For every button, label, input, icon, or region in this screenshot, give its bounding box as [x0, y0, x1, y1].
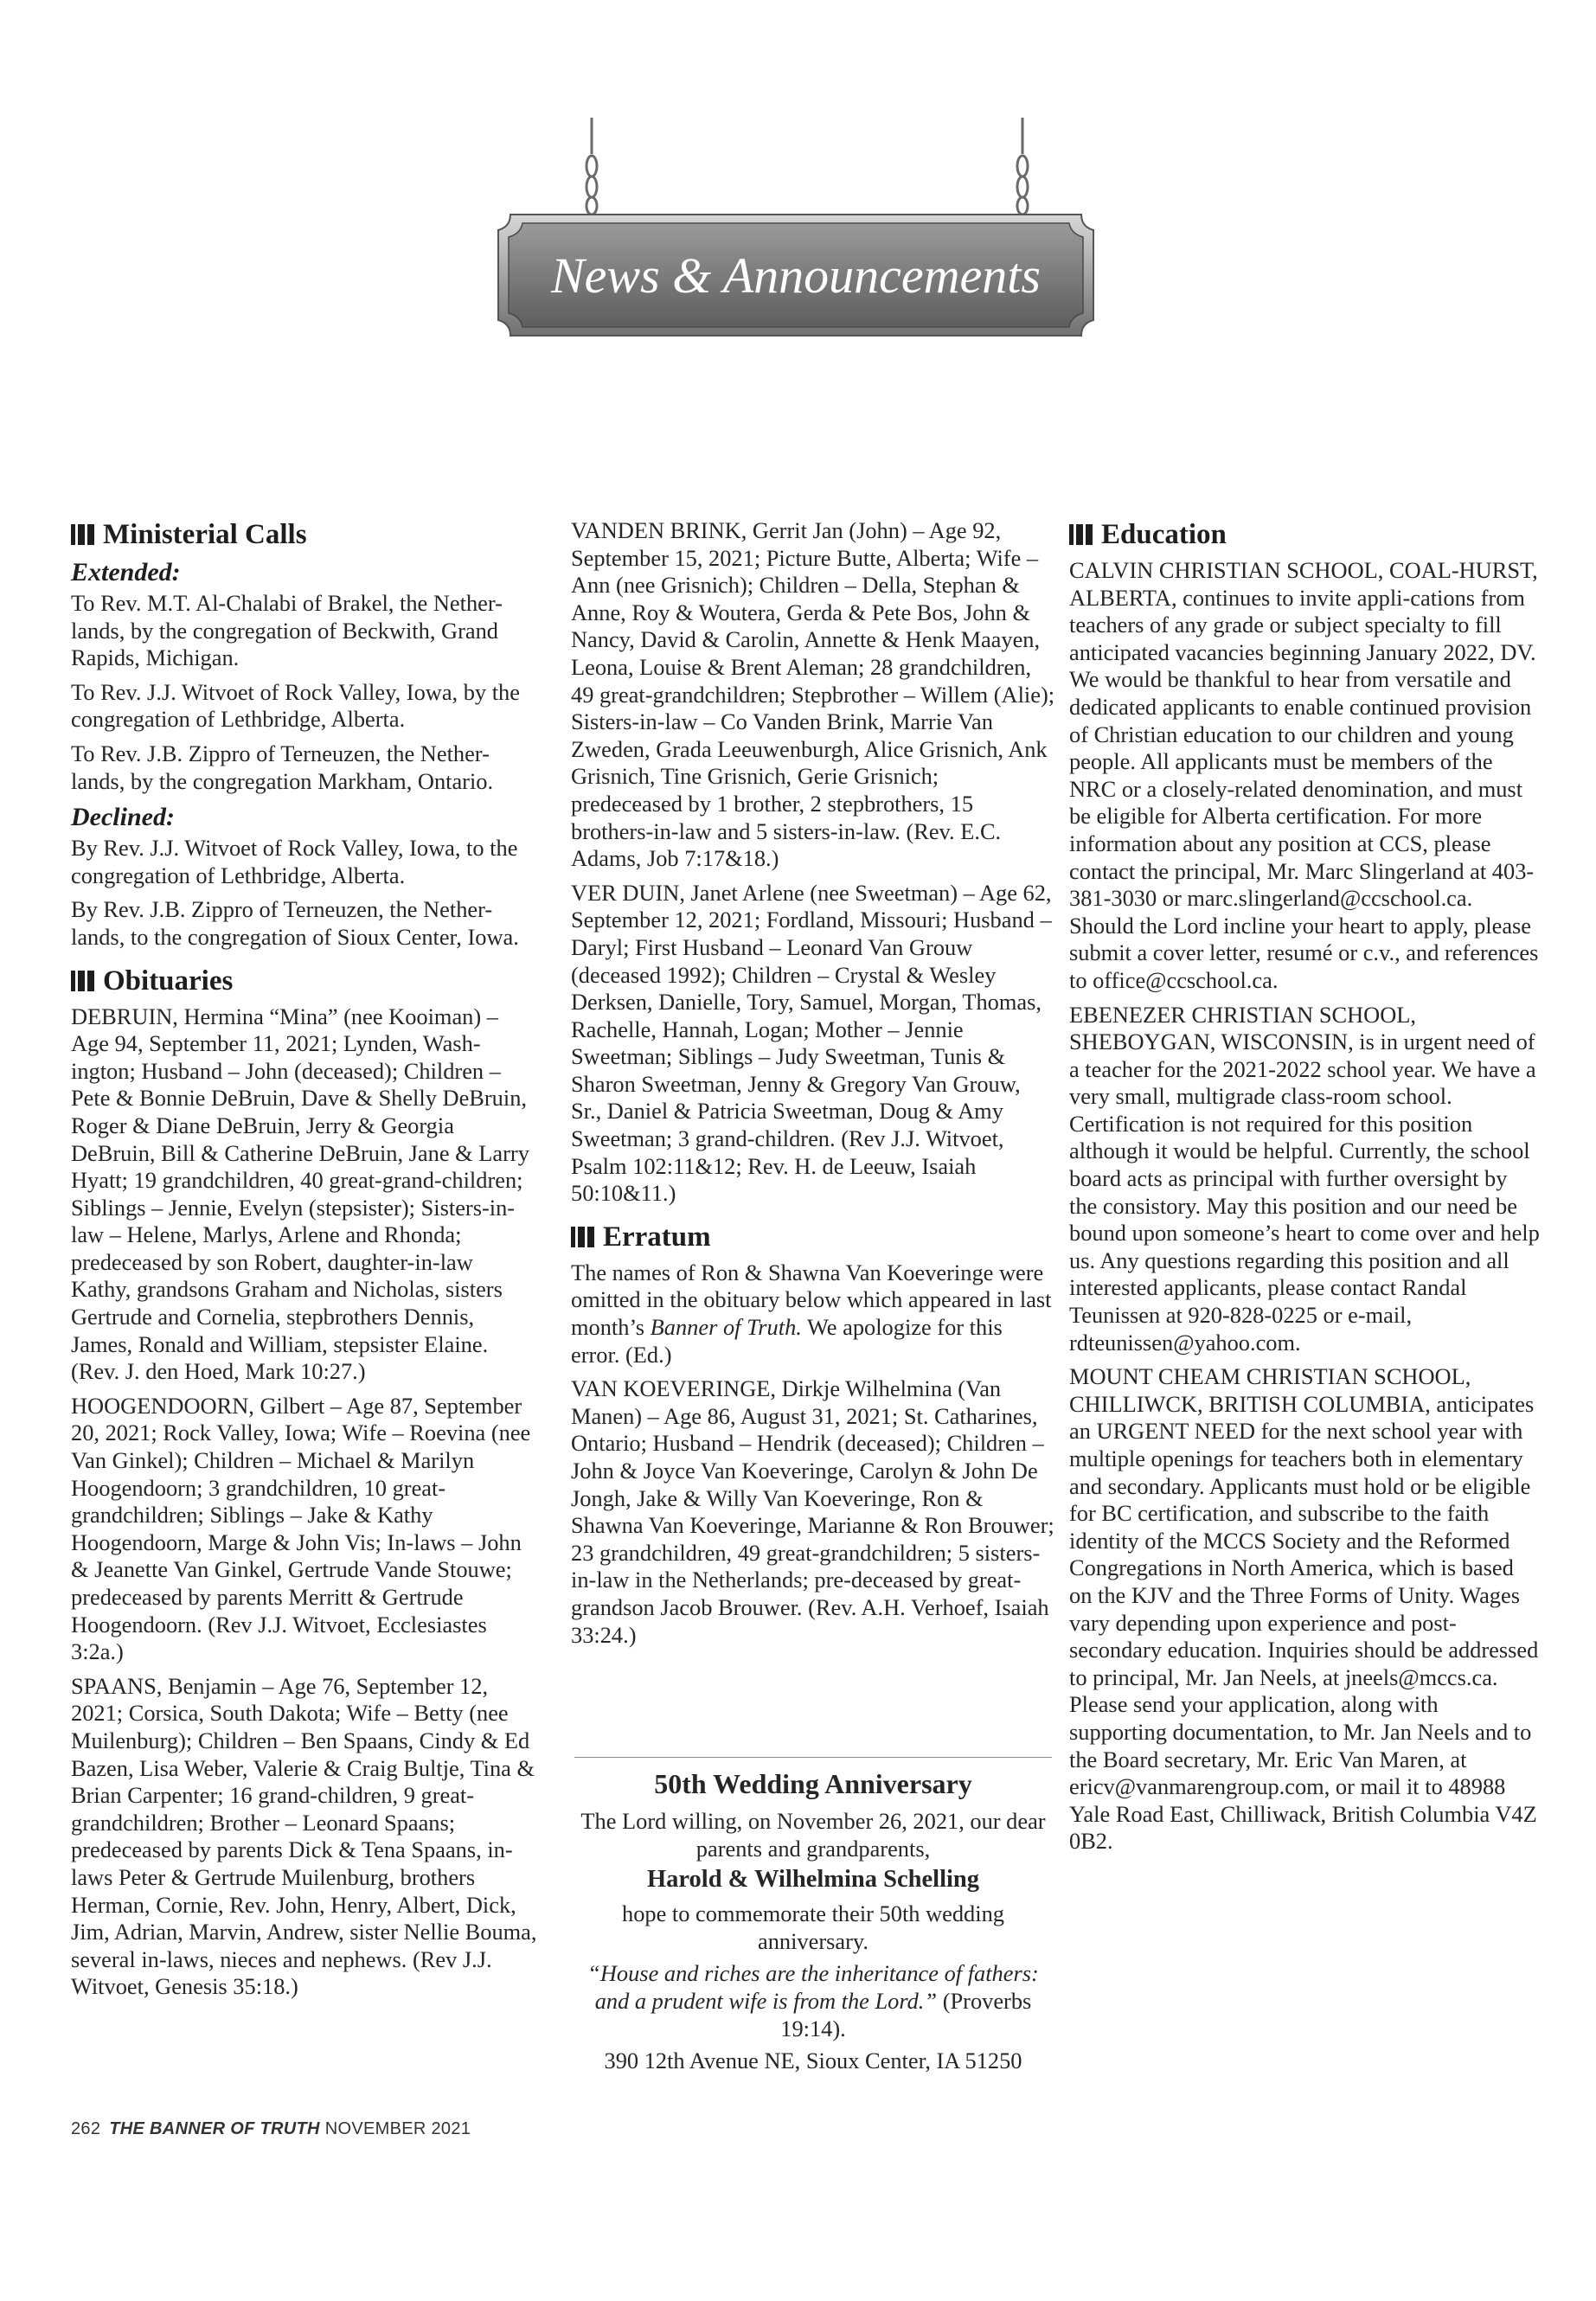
erratum-obituary: VAN KOEVERINGE, Dirkje Wilhelmina (Van Manen) – Age 86, August 31, 2021; St. Catharines, Ontario; Husband – Hendrik (deceased); Children – John & Joyce Van Koeveringe, Carolyn & John De Jongh, Jake & Willy Van Koeveringe, Ron & Shawna Van Koeveringe, Marianne & Ron Brouwer; 23 grandchildren, 49 great-grandchildren; 5 sisters-in-law in the Netherlands; pre-deceased by great-grandson Jacob Brouwer. (Rev. A.H. Verhoef, Isaiah 33:24.)	[571, 1375, 1054, 1648]
anniversary-verse: “House and riches are the inheritance of fathers: and a prudent wife is from the Lord.” (Proverbs 19:14).	[587, 1960, 1039, 2041]
anniversary-announcement	[574, 1757, 1052, 2075]
obituary-entry: HOOGENDOORN, Gilbert – Age 87, September 20, 2021; Rock Valley, Iowa; Wife – Roevina (nee Van Ginkel); Children – Michael & Marilyn Hoogendoorn; 3 grandchildren, 10 great-grandchildren; Siblings – Jake & Kathy Hoogendoorn, Marge & John Vis; In-laws – John & Jeanette Van Ginkel, Gertrude Vande Stouwe; predeceased by parents Merritt & Gertrude Hoogendoorn. (Rev J.J. Witvoet, Ecclesiastes 3:2a.)	[71, 1392, 531, 1665]
anniversary-title: 50th Wedding Anniversary	[654, 1768, 972, 1799]
obituary-entry: VER DUIN, Janet Arlene (nee Sweetman) – Age 62, September 12, 2021; Fordland, Missouri; Husband – Daryl; First Husband – Leonard Van Grouw (deceased 1992); Children – Crystal & Wesley Derksen, Danielle, Tory, Samuel, Morgan, Thomas, Rachelle, Hannah, Logan; Mother – Jennie Sweetman; Siblings – Judy Sweetman, Tunis & Sharon Sweetman, Jenny & Gregory Van Grouw, Sr., Daniel & Patricia Sweetman, Doug & Amy Sweetman; 3 grand-children. (Rev J.J. Witvoet, Psalm 102:11&12; Rev. H. de Leeuw, Isaiah 50:10&11.)	[571, 879, 1052, 1207]
section-bars-icon	[71, 971, 94, 991]
column-middle	[571, 517, 1055, 1656]
education-listing: CALVIN CHRISTIAN SCHOOL, COAL-HURST, ALBERTA, continues to invite appli-cations from teachers of any grade or subject specialty to fill anticipated vacancies beginning January 2022, DV. We would be thankful to hear from versatile and dedicated applicants to enable continued provision of Christian education to our children and young people. All applicants must be members of the NRC or a closely-related denomination, and must be eligible for Alberta certification. For more information about any position at CCS, please contact the principal, Mr. Marc Slingerland at 403-381-3030 or marc.slingerland@ccschool.ca. Should the Lord incline your heart to apply, please submit a cover letter, resumé or c.v., and references to office@ccschool.ca.	[1069, 557, 1539, 993]
obituary-entry: DEBRUIN, Hermina “Mina” (nee Kooiman) – Age 94, September 11, 2021; Lynden, Wash-ington; Husband – John (deceased); Children – Pete & Bonnie DeBruin, Dave & Shelly DeBruin, Roger & Diane DeBruin, Jerry & Georgia DeBruin, Bill & Catherine DeBruin, Jane & Larry Hyatt; 19 grandchildren, 40 great-grand-children; Siblings – Jennie, Evelyn (stepsister); Sisters-in-law – Helene, Marlys, Arlene and Rhonda; predeceased by son Robert, daughter-in-law Kathy, grandsons Graham and Nicholas, sisters Gertrude and Cornelia, stepbrothers Dennis, James, Ronald and William, stepsister Elaine. (Rev. J. den Hoed, Mark 10:27.)	[71, 1003, 529, 1385]
news-announcements-sign	[484, 112, 1107, 346]
anniversary-names: Harold & Wilhelmina Schelling	[646, 1866, 980, 1894]
declined-call: By Rev. J.B. Zippro of Terneuzen, the Nether-lands, to the congregation of Sioux Center, Iowa.	[71, 896, 519, 950]
extended-call: To Rev. M.T. Al-Chalabi of Brakel, the Nether-lands, by the congregation of Beckwith, Grand Rapids, Michigan.	[71, 590, 503, 671]
column-right	[1069, 517, 1540, 1862]
erratum-heading: Erratum	[571, 1220, 1055, 1254]
page-number: 262	[71, 2119, 101, 2138]
obituaries-heading: Obituaries	[71, 964, 538, 998]
erratum-note: The names of Ron & Shawna Van Koeveringe were omitted in the obituary below which appeared in last month’s Banner of Truth. We apologize for this error. (Ed.)	[571, 1259, 1052, 1368]
section-bars-icon	[571, 1227, 594, 1247]
extended-call: To Rev. J.J. Witvoet of Rock Valley, Iowa, by the congregation of Lethbridge, Alberta.	[71, 678, 520, 733]
section-bars-icon	[71, 524, 94, 545]
education-heading: Education	[1069, 517, 1540, 552]
left-chain	[586, 118, 597, 215]
extended-call: To Rev. J.B. Zippro of Terneuzen, the Nether-lands, by the congregation Markham, Ontario.	[71, 740, 494, 794]
magazine-title: THE BANNER OF TRUTH	[109, 2119, 320, 2138]
right-chain	[1017, 118, 1028, 215]
declined-call: By Rev. J.J. Witvoet of Rock Valley, Iowa, to the congregation of Lethbridge, Alberta.	[71, 835, 518, 888]
anniversary-commemorate: hope to commemorate their 50th wedding anniversary.	[622, 1900, 1004, 1954]
ministerial-calls-heading: Ministerial Calls	[71, 517, 538, 552]
declined-label: Declined:	[71, 803, 175, 832]
column-left	[71, 517, 538, 2008]
extended-label: Extended:	[71, 558, 181, 586]
issue-date: NOVEMBER 2021	[324, 2119, 471, 2138]
obituary-entry: SPAANS, Benjamin – Age 76, September 12, 2021; Corsica, South Dakota; Wife – Betty (nee Muilenburg); Children – Ben Spaans, Cindy & Ed Bazen, Lisa Weber, Valerie & Craig Bultje, Tina & Brian Carpenter; 16 grand-children, 9 great-grandchildren; Brother – Leonard Spaans; predeceased by parents Dick & Tena Spaans, in-laws Peter & Gertrude Muilenburg, brothers Herman, Cornie, Rev. John, Henry, Albert, Dick, Jim, Adrian, Marvin, Andrew, sister Nellie Bouma, several in-laws, nieces and nephews. (Rev J.J. Witvoet, Genesis 35:18.)	[71, 1672, 537, 2000]
obituary-entry: VANDEN BRINK, Gerrit Jan (John) – Age 92, September 15, 2021; Picture Butte, Alberta; Wife – Ann (nee Grisnich); Children – Della, Stephan & Anne, Roy & Woutera, Gerda & Pete Bos, John & Nancy, David & Carolin, Annette & Henk Maayen, Leona, Louise & Brent Aleman; 28 grandchildren, 49 great-grandchildren; Stepbrother – Willem (Alie); Sisters-in-law – Co Vanden Brink, Marrie Van Zweden, Grada Leeuwenburgh, Alice Grisnich, Ank Grisnich, Tine Grisnich, Gerie Grisnich; predeceased by 1 brother, 2 stepbrothers, 15 brothers-in-law and 5 sisters-in-law. (Rev. E.C. Adams, Job 7:17&18.)	[571, 517, 1055, 872]
page-footer	[71, 2119, 471, 2139]
education-listing: MOUNT CHEAM CHRISTIAN SCHOOL, CHILLIWCK, BRITISH COLUMBIA, anticipates an URGENT NEED for the next school year with multiple openings for teachers both in elementary and secondary. Applicants must hold or be eligible for BC certification, and subscribe to the faith identity of the MCCS Society and the Reformed Congregations in North America, which is based on the KJV and the Three Forms of Unity. Wages vary depending upon experience and post-secondary education. Inquiries should be addressed to principal, Mr. Jan Neels, at jneels@mccs.ca. Please send your application, along with supporting documentation, to Mr. Jan Neels and to the Board secretary, Mr. Eric Van Maren, at ericv@vanmarengroup.com, or mail it to 48988 Yale Road East, Chilliwack, British Columbia V4Z 0B2.	[1069, 1363, 1539, 1855]
section-bars-icon	[1069, 524, 1093, 545]
banner-title: News & Announcements	[551, 247, 1041, 304]
anniversary-address: 390 12th Avenue NE, Sioux Center, IA 51250	[604, 2048, 1022, 2074]
education-listing: EBENEZER CHRISTIAN SCHOOL, SHEBOYGAN, WISCONSIN, is in urgent need of a teacher for the 2021-2022 school year. We have a very small, multigrade class-room school. Certification is not required for this position although it would be helpful. Currently, the school board acts as principal with further oversight by the consistory. May this position and our need be bound upon someone’s heart to come over and help us. Any questions regarding this position and all interested applicants, please contact Randal Teunissen at 920-828-0225 or e-mail, rdteunissen@yahoo.com.	[1069, 1001, 1540, 1356]
anniversary-intro: The Lord willing, on November 26, 2021, our dear parents and grandparents,	[580, 1808, 1046, 1862]
